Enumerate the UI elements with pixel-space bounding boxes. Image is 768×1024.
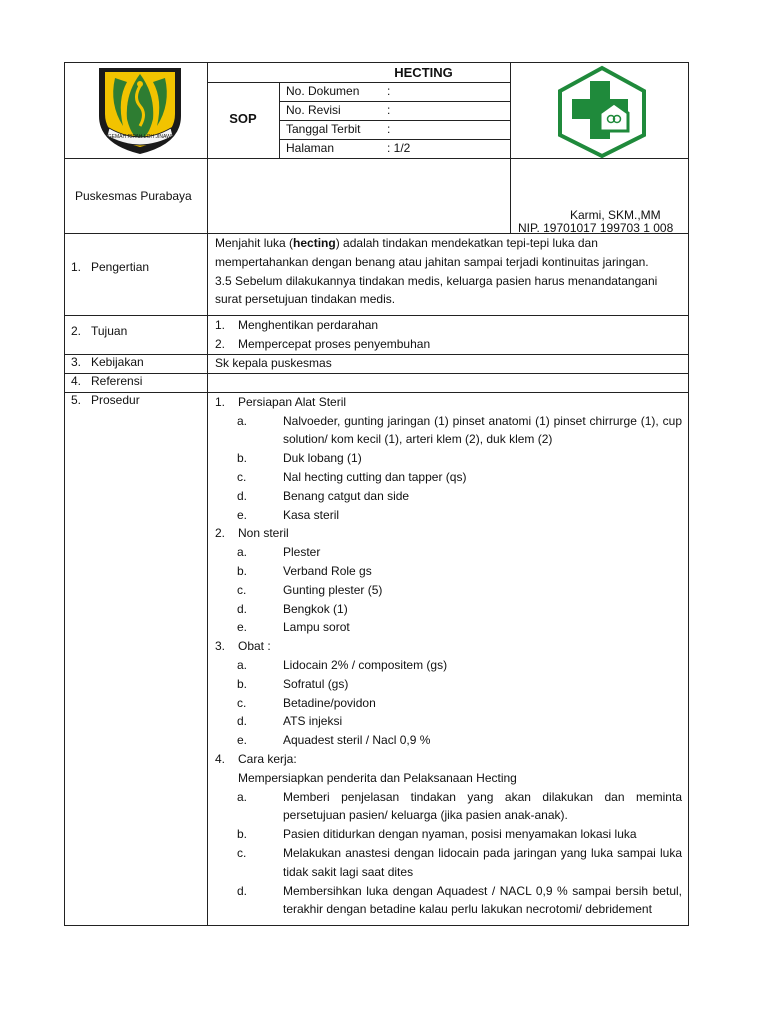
meta-label-issue-date: Tanggal Terbit xyxy=(286,122,361,136)
procedure-step: e. Kasa steril xyxy=(237,507,340,522)
regency-emblem-icon xyxy=(95,64,185,156)
meta-label-page: Halaman xyxy=(286,141,335,155)
signer-name: Karmi, SKM.,MM xyxy=(570,208,661,222)
section-number: 5. xyxy=(71,392,82,407)
definition-line: surat persetujuan tindakan medis. xyxy=(215,292,396,307)
procedure-step: d. ATS injeksi xyxy=(237,714,343,729)
procedure-step: a. Plester xyxy=(237,545,321,560)
section-row-referensi xyxy=(65,373,689,392)
procedure-step: e. Lampu sorot xyxy=(237,620,350,635)
definition-line: mempertahankan dengan benang atau jahitan sampai terjadi kontinuitas jaringan. xyxy=(215,254,649,269)
sop-document xyxy=(64,62,689,926)
section-row-pengertian xyxy=(65,234,689,316)
section-label xyxy=(65,316,207,338)
section-label xyxy=(65,393,207,407)
bold-term: hecting xyxy=(293,236,336,250)
section-row-tujuan xyxy=(65,316,689,355)
section-label xyxy=(65,234,207,274)
procedure-subtitle: Mempersiapkan penderita dan Pelaksanaan Hecting xyxy=(238,770,517,785)
procedure-group-title: 4. Cara kerja: xyxy=(215,751,297,766)
section-content xyxy=(208,316,688,354)
section-number: 1. xyxy=(71,260,82,274)
procedure-step: c. Gunting plester (5) xyxy=(237,582,383,597)
procedure-step: b. Sofratul (gs) xyxy=(237,676,349,691)
sop-content-table xyxy=(64,233,689,926)
meta-value-doc-number: : xyxy=(387,84,391,98)
section-row-prosedur xyxy=(65,392,689,925)
procedure-step: a. Memberi penjelasan tindakan yang akan dilakukan dan meminta persetujuan pasien/ keluarga (jika pasien anak-anak). xyxy=(237,789,682,823)
section-row-kebijakan xyxy=(65,354,689,373)
procedure-step: e. Aquadest steril / Nacl 0,9 % xyxy=(237,733,431,748)
section-title: Kebijakan xyxy=(91,354,144,369)
divider xyxy=(510,63,511,234)
section-content xyxy=(208,234,688,315)
divider xyxy=(207,82,510,83)
procedure-step: c. Betadine/povidon xyxy=(237,695,376,710)
document-title: HECTING xyxy=(394,65,453,80)
divider xyxy=(279,139,510,140)
section-title: Prosedur xyxy=(91,392,140,407)
signer-nip: NIP. 19701017 199703 1 008 xyxy=(518,221,674,235)
procedure-step: b. Verband Role gs xyxy=(237,563,372,578)
divider xyxy=(279,101,510,102)
meta-value-issue-date: : xyxy=(387,122,391,136)
section-label xyxy=(65,355,207,369)
procedure-group-title: 1. Persiapan Alat Steril xyxy=(215,394,347,409)
procedure-step: d. Membersihkan luka dengan Aquadest / NACL 0,9 % sampai bersih betul, terakhir dengan betadine kalau perlu lakukan necrotomi/ debridement xyxy=(237,883,682,917)
section-content xyxy=(208,393,688,925)
procedure-group-title: 3. Obat : xyxy=(215,639,271,654)
procedure-step: b. Duk lobang (1) xyxy=(237,451,362,466)
procedure-step: d. Benang catgut dan side xyxy=(237,488,410,503)
divider xyxy=(279,120,510,121)
document-header xyxy=(64,62,689,234)
procedure-step: a. Lidocain 2% / compositem (gs) xyxy=(237,657,448,672)
definition-line: 3.5 Sebelum dilakukannya tindakan medis, keluarga pasien harus menandatangani xyxy=(215,273,658,288)
meta-value-revision: : xyxy=(387,103,391,117)
definition-line: Menjahit luka (hecting) adalah tindakan mendekatkan tepi-tepi luka dan xyxy=(215,236,598,250)
section-title: Tujuan xyxy=(91,324,128,339)
section-title: Referensi xyxy=(91,373,143,388)
section-number: 3. xyxy=(71,354,82,369)
section-content: Sk kepala puskesmas xyxy=(215,355,332,370)
procedure-step: c. Nal hecting cutting dan tapper (qs) xyxy=(237,469,467,484)
procedure-step: b. Pasien ditidurkan dengan nyaman, posisi menyamakan lokasi luka xyxy=(237,827,637,842)
procedure-group-title: 2. Non steril xyxy=(215,526,289,541)
meta-value-page: : 1/2 xyxy=(387,141,411,155)
puskesmas-logo xyxy=(554,65,650,162)
list-item: 2. Mempercepat proses penyembuhan xyxy=(215,336,431,351)
procedure-step: c. Melakukan anastesi dengan lidocain pada jaringan yang luka sampai luka tidak sakit lagi saat dites xyxy=(237,845,682,879)
section-title: Pengertian xyxy=(91,260,150,274)
procedure-step: a. Nalvoeder, gunting jaringan (1) pinset anatomi (1) pinset chirrurge (1), cup solution/ kom kecil (1), arteri klem (2), duk klem (2) xyxy=(237,413,682,447)
divider xyxy=(207,63,208,234)
meta-label-doc-number: No. Dokumen xyxy=(286,84,360,98)
puskesmas-cross-house-icon xyxy=(554,65,650,159)
meta-label-revision: No. Revisi xyxy=(286,103,341,117)
sop-label: SOP xyxy=(229,111,257,126)
section-number: 4. xyxy=(71,373,82,388)
svg-text:GEMAH RIPAH LOH JINAWI: GEMAH RIPAH LOH JINAWI xyxy=(107,134,173,140)
regency-emblem xyxy=(95,64,185,159)
list-item: 1. Menghentikan perdarahan xyxy=(215,318,379,333)
section-number: 2. xyxy=(71,324,82,339)
organization-name: Puskesmas Purabaya xyxy=(75,189,192,203)
section-label xyxy=(65,374,207,388)
procedure-step: d. Bengkok (1) xyxy=(237,601,348,616)
